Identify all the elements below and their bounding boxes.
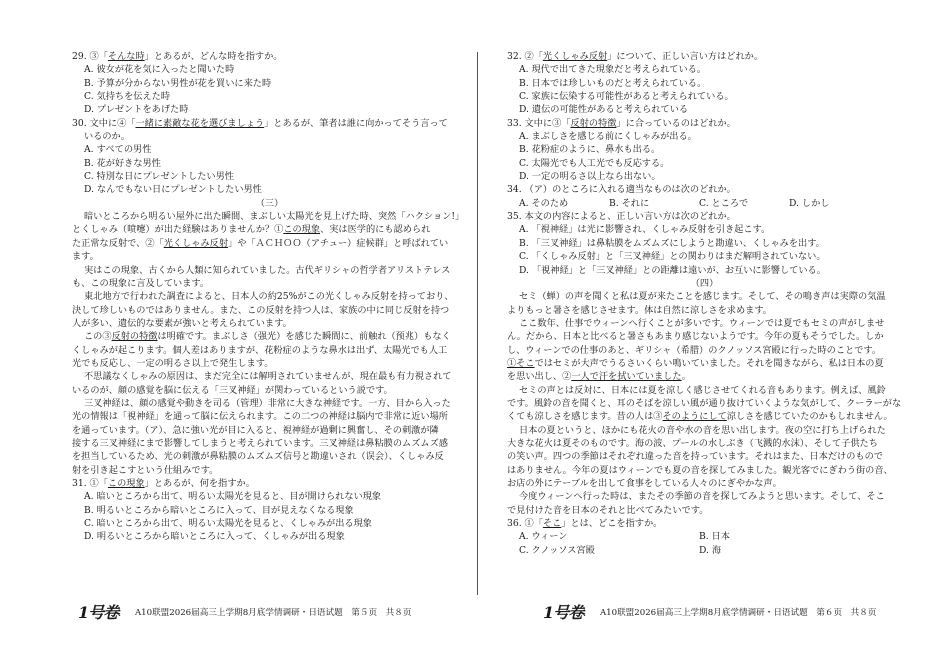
answer-option: A. まぶしさを感じる前にくしゃみが出る。 bbox=[519, 131, 697, 143]
answer-option: D. 海 bbox=[699, 544, 722, 556]
answer-option: D. 明るいところから暗いところに入って、くしゃみが出る現象 bbox=[84, 531, 345, 543]
passage-paragraph: この③反射の特徴は明確です。まぶしさ（强光）を感じた瞬間に、前触れ（预兆）もなく くしゃみが起こります。個人差はありますが、花粉症のような鼻水は出ず、太陽光でも人工 光でも反応し、一定の明るさ以上で発生します。 bbox=[72, 331, 451, 369]
answer-option: D. しかし bbox=[789, 197, 830, 209]
answer-option: B. 日本では珍しいものだと考えられている。 bbox=[519, 77, 707, 89]
answer-option: A. 現代で出てきた現象だと考えられている。 bbox=[519, 64, 707, 76]
answer-option: C. クノッソス宮殿 bbox=[519, 544, 595, 556]
page-divider bbox=[477, 52, 478, 595]
underlined-quote: 光くしゃみ反射 bbox=[542, 51, 608, 62]
passage-paragraph: 三叉神経は、顔の感覚や動きを司る（管理）非常に大きな神経です。一方、目から入った 光の情報は「視神経」を通って脳に伝えられます。この二つの神経は脳内で非常に近い場所 を通っています。（ア）、急に強い光が目に入ると、視神経が過剰に興奮し、その刺激が隣 接する三叉神経にまで影響してしまうと考えられています。三叉神経は鼻粘膜のムズムズ感 を担当しているため、光の刺激が鼻粘膜のムズムズ信号と勘違いされ（误会）、くしゃみ反 射を引き起こすという仕組みです。 bbox=[72, 397, 451, 476]
answer-option: C. ところで bbox=[699, 197, 749, 209]
answer-option: A. そのため bbox=[519, 197, 569, 209]
question-stem-continued: いるのか。 bbox=[84, 131, 130, 143]
underlined-phrase: 光くしゃみ反射 bbox=[163, 237, 229, 249]
answer-option: A. 暗いところから出て、明るい太陽光を見ると、目が開けられない現象 bbox=[84, 491, 382, 503]
answer-option: A. 「視神経」は光に影響され、くしゃみ反射を引き起こす。 bbox=[519, 224, 771, 236]
question-32 bbox=[507, 50, 902, 117]
answer-option: B. 「三叉神経」は鼻粘膜をムズムズにしようと勘違い、くしゃみを出す。 bbox=[519, 237, 825, 249]
question-33 bbox=[507, 117, 902, 184]
answer-option: D. なんでもない日にプレゼントしたい男性 bbox=[84, 184, 262, 196]
answer-option: A. 彼女が花を気に入ったと聞いた時 bbox=[84, 64, 235, 76]
underlined-quote: この現象 bbox=[107, 478, 145, 489]
passage-paragraph: セミ（蝉）の声を聞くと私は夏が来たことを感じます。そして、その鳴き声は実際の気温 よりもっと暑さを感じさせます。体は自然に涼しさを求めます。 bbox=[507, 291, 886, 316]
underlined-quote: そんな時 bbox=[107, 51, 145, 62]
page-footer-right bbox=[543, 600, 876, 623]
answer-option: C. 太陽光でも人工光でも反応する。 bbox=[519, 157, 670, 169]
underlined-quote: 反射の特徴 bbox=[570, 117, 617, 129]
publisher-logo: 1号卷· bbox=[78, 603, 121, 622]
question-stem: 32. ②「光くしゃみ反射」について、正しい言い方はどれか。 bbox=[507, 51, 764, 62]
passage-paragraph: ここ数年、仕事でウィーンへ行くことが多いです。ウィーンでは夏でもセミの声がしませ ん。だから、日本と比べると暑さもあまり感じないようです。今年の夏もそうでした。しか し、ウィーンでの仕事のあと、ギリシャ（希腊）のクノッソス宮殿に行った時のことです。 ①そこではセミが大声でうるさいくらい鳴いていました。それを聞きながら、私は日本の夏 を思い出し、②一人で汗を拭いていました。 bbox=[507, 317, 885, 383]
question-stem: 36. ①「そこ」とは、どこを指すか。 bbox=[507, 518, 663, 530]
passage-paragraph: セミの声とは反対に、日本には夏を涼しく感じさせてくれる音もあります。例えば、風鈴 です。風鈴の音を聞くと、耳のそばを涼しい風が通り抜けていくような気がして、クーラーがな くても涼しさを感じます。昔の人は③そのようにして涼しさを感じていたのかもしれません。 bbox=[507, 384, 902, 423]
passage-paragraph: 東北地方で行われた調査によると、日本人の約25%がこの光くしゃみ反射を持っており、 決して珍しいものではありません。また、この反射を持つ人は、家族の中に同じ反射を持つ 人が多い、遺伝的な要素が強いと考えられています。 bbox=[72, 291, 454, 329]
section-heading: （三） bbox=[255, 197, 284, 209]
answer-option: D. 「視神経」と「三叉神経」との距離は遠いが、お互いに影響している。 bbox=[519, 264, 826, 276]
answer-option: C. 家族に伝染する可能性があると考えられている。 bbox=[519, 91, 734, 103]
question-34 bbox=[507, 183, 902, 210]
answer-option: B. 花が好きな男性 bbox=[84, 157, 161, 169]
underlined-phrase: 反射の特徴 bbox=[111, 331, 158, 343]
answer-option: D. 遺伝の可能性があると考えられている bbox=[519, 104, 689, 116]
question-stem: 31. ①「この現象」とあるが、何を指すか。 bbox=[72, 478, 255, 489]
question-stem: 29. ③「そんな時」とあるが、どんな時を指すか。 bbox=[72, 51, 283, 62]
underlined-phrase: 一人で汗を拭いていました bbox=[571, 371, 682, 383]
answer-option: D. 一定の明るさ以上なら出ない。 bbox=[519, 171, 661, 183]
answer-option: C. 暗いところから出て、明るい太陽光を見ると、くしゃみが出る現象 bbox=[84, 518, 372, 530]
passage-paragraph: 日本の夏というと、ほかにも花火の音や水の音を思い出します。夜の空に打ち上げられた 大きな花火は夏そのものです。海の波、プールの水しぶき（飞溅的水沫）、そして子供たち の笑い声。四つの季節はそれぞれ違った音を持っています。それはまた、日本だけのもので はありません。今年の夏はウィーンでも夏の音を探してみました。観光客でにぎわう街の音、 お店の外にテーブルを出して食事をしている人々のにぎやかな声。 bbox=[507, 424, 893, 489]
question-36 bbox=[507, 517, 902, 557]
question-35 bbox=[507, 210, 902, 277]
answer-option: B. 明るいところから暗いところに入って、目が見えなくなる現象 bbox=[84, 504, 354, 516]
page-footer-left bbox=[78, 600, 411, 623]
answer-option: C. 「くしゃみ反射」と「三叉神経」との関わりはまだ解明されていない。 bbox=[519, 251, 826, 263]
answer-option: A. ウィーン bbox=[519, 531, 568, 543]
answer-option: C. 気持ちを伝えた時 bbox=[84, 91, 171, 103]
answer-option: B. 予算が分からない男性が花を買いに来た時 bbox=[84, 77, 272, 89]
question-stem: 35. 本文の内容によると、正しい言い方は次のどれか。 bbox=[507, 211, 736, 223]
answer-option: B. それに bbox=[609, 197, 650, 209]
underlined-phrase: そのようにして bbox=[662, 411, 727, 423]
answer-option: A. すべての男性 bbox=[84, 144, 152, 156]
question-31 bbox=[72, 477, 467, 544]
passage-paragraph: 暗いところから明るい屋外に出た瞬間、まぶしい太陽光を見上げた時、突然「ハクション!」 とくしゃみ（喷嚏）が出た経験はありませんか？①この現象、実は医学的にも認められ た正常な反射で、②「光くしゃみ反射」や「ＡＣＨＯＯ（アチュー）症候群」と呼ばれてい ます。 bbox=[72, 211, 465, 263]
question-30 bbox=[72, 117, 467, 197]
passage-paragraph: 今度ウィーンへ行った時は、またその季節の音を探してみようと思います。そして、そこ で見付けた音を日本のそれと比べてみたいです。 bbox=[507, 491, 885, 516]
left-page bbox=[72, 50, 467, 544]
question-stem: 34. （ア）のところに入れる適当なものは次のどれか。 bbox=[507, 184, 736, 196]
answer-options-row bbox=[507, 544, 902, 557]
underlined-phrase: ①そこ bbox=[507, 357, 535, 369]
underlined-quote: 一緒に素敵な花を選びましょう bbox=[135, 117, 265, 129]
footer-text: A10联盟2026届高三上学期8月底学情调研・日语试题 第６页 共８页 bbox=[599, 607, 877, 618]
question-stem: 33. 文中に③「反射の特徴」に合っているのはどれか。 bbox=[507, 117, 736, 129]
passage-paragraph: 不思議なくしゃみの原因は、まだ完全には解明されていませんが、現在最も有力視されて いるのが、顔の感覚を脳に伝える「三叉神経」が関わっているという説です。 bbox=[72, 371, 452, 396]
underlined-phrase: この現象 bbox=[283, 224, 321, 236]
question-stem: 30. 文中に④「一緒に素敵な花を選びましょう」とあるが、筆者は誰に向かってそう言って bbox=[72, 117, 448, 129]
publisher-logo: 1号卷· bbox=[543, 603, 586, 622]
answer-options-row bbox=[507, 530, 902, 543]
footer-text: A10联盟2026届高三上学期8月底学情调研・日语试题 第５页 共８页 bbox=[134, 607, 412, 618]
question-29 bbox=[72, 50, 467, 117]
right-page bbox=[507, 50, 902, 557]
answer-option: C. 特別な日にプレゼントしたい男性 bbox=[84, 171, 234, 183]
answer-option: B. 花粉症のように、鼻水も出る。 bbox=[519, 144, 661, 156]
passage-paragraph: 実はこの現象、古くから人類に知られていました。古代ギリシャの哲学者アリストテレス も、この現象に言及しています。 bbox=[72, 264, 451, 289]
answer-options-row bbox=[507, 197, 902, 210]
underlined-quote: そこ bbox=[542, 518, 562, 530]
answer-option: D. プレゼントをあげた時 bbox=[84, 104, 189, 116]
section-heading: （四） bbox=[690, 277, 719, 289]
answer-option: B. 日本 bbox=[699, 531, 730, 543]
